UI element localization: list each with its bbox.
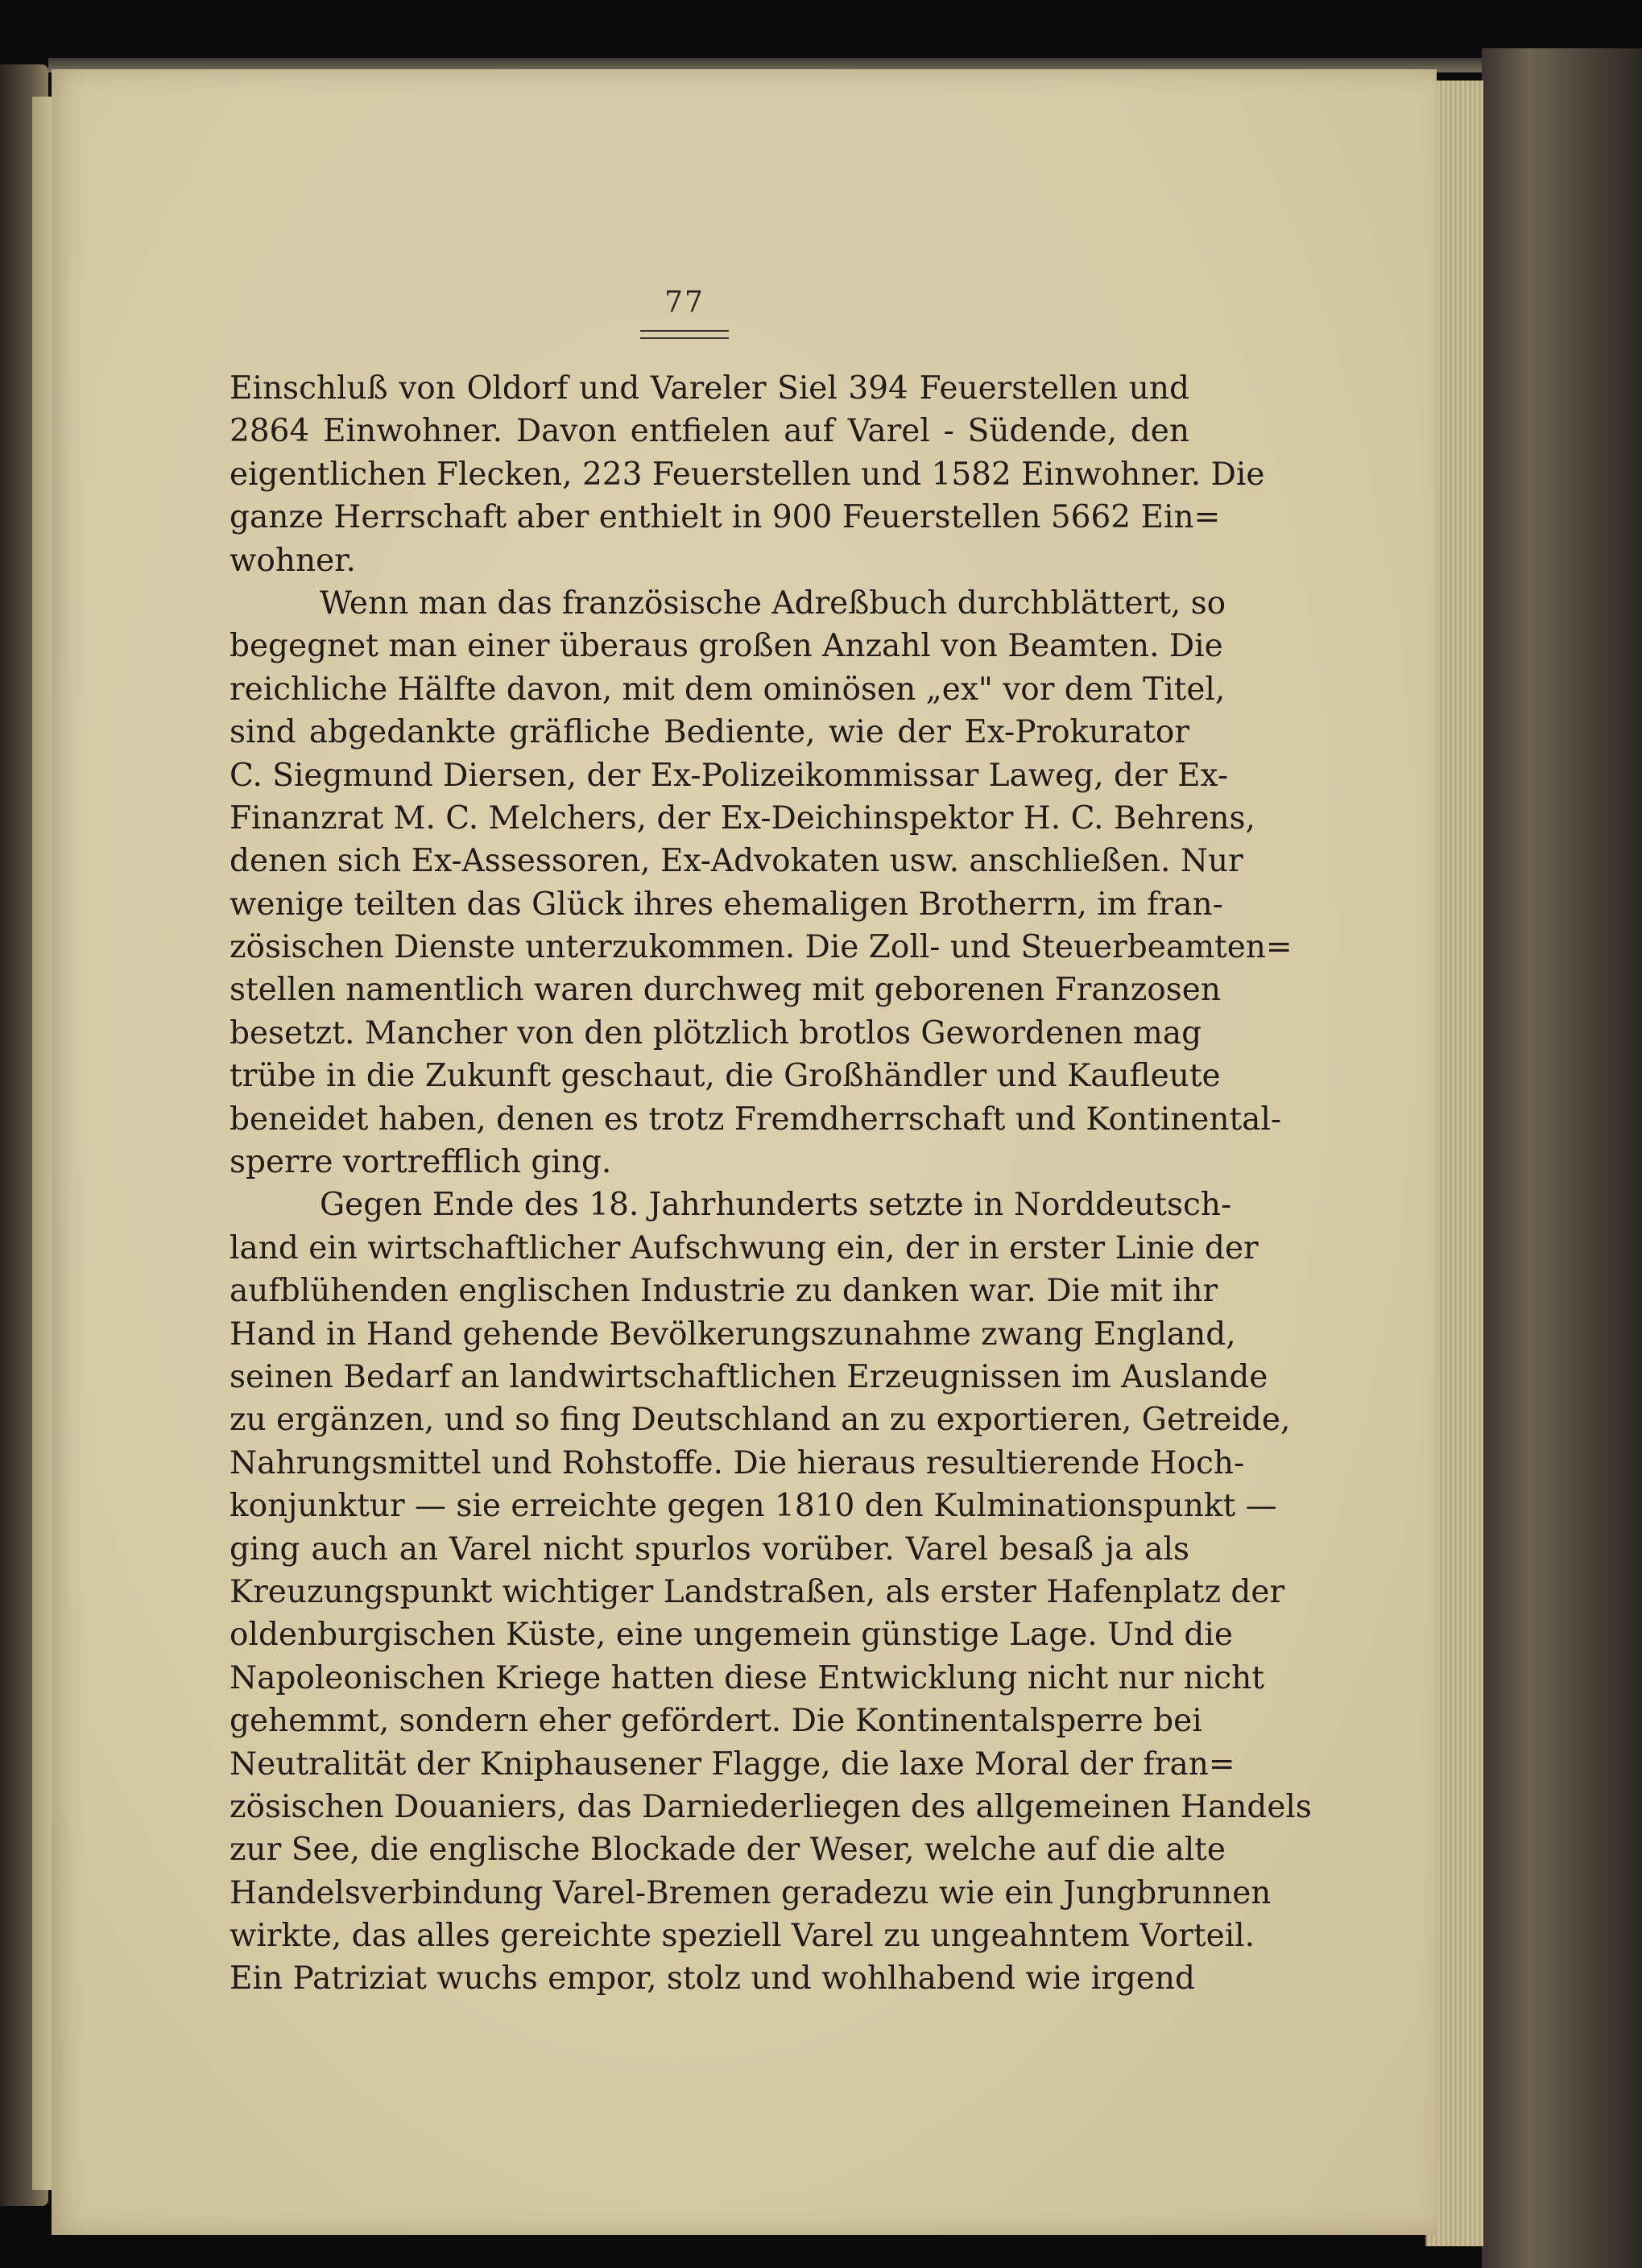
text-line: trübe in die Zukunft geschaut, die Großhändler und Kaufleute — [230, 1058, 1221, 1095]
text-line: oldenburgischen Küste, eine ungemein günstige Lage. Und die — [230, 1617, 1233, 1654]
text-line: Hand in Hand gehende Bevölkerungszunahme zwang England, — [230, 1316, 1236, 1353]
body-text — [230, 367, 1312, 2001]
text-line: stellen namentlich waren durchweg mit geborenen Franzosen — [230, 972, 1221, 1009]
text-line: Nahrungsmittel und Rohstoffe. Die hieraus resultierende Hoch- — [230, 1444, 1245, 1481]
text-line: Ein Patriziat wuchs empor, stolz und wohlhabend wie irgend — [230, 1960, 1195, 1997]
text-line: eigentlichen Flecken, 223 Feuerstellen und 1582 Einwohner. Die — [230, 456, 1265, 493]
text-line: wohner. — [230, 542, 356, 579]
text-line: zur See, die englische Blockade der Weser, welche auf die alte — [230, 1832, 1226, 1869]
text-line: Finanzrat M. C. Melchers, der Ex-Deichinspektor H. C. Behrens, — [230, 799, 1255, 837]
page-number: 77 — [664, 286, 705, 319]
text-line: konjunktur — sie erreichte gegen 1810 den Kulminationspunkt — — [230, 1488, 1277, 1525]
text-line: reichliche Hälfte davon, mit dem ominösen „ex" vor dem Titel, — [230, 671, 1226, 708]
text-line: land ein wirtschaftlicher Aufschwung ein, der in erster Linie der — [230, 1229, 1259, 1266]
text-line: Wenn man das französische Adreßbuch durchblättert, so — [320, 585, 1226, 622]
text-line: Napoleonischen Kriege hatten diese Entwicklung nicht nur nicht — [230, 1659, 1264, 1696]
text-line: Neutralität der Kniphausener Flagge, die laxe Moral der fran= — [230, 1745, 1235, 1783]
text-line: sind abgedankte gräfliche Bediente, wie der Ex-Prokurator — [230, 714, 1189, 751]
text-line: zu ergänzen, und so fing Deutschland an zu exportieren, Getreide, — [230, 1402, 1291, 1439]
text-line: sperre vortrefflich ging. — [230, 1144, 612, 1181]
text-line: zösischen Dienste unterzukommen. Die Zoll- und Steuerbeamten= — [230, 929, 1293, 966]
text-line: 2864 Einwohner. Davon entfielen auf Varel - Südende, den — [230, 413, 1189, 450]
page-number-rule — [640, 330, 729, 339]
text-line: seinen Bedarf an landwirtschaftlichen Erzeugnissen im Auslande — [230, 1358, 1268, 1395]
text-line: aufblühenden englischen Industrie zu danken war. Die mit ihr — [230, 1273, 1218, 1310]
text-line: Einschluß von Oldorf und Vareler Siel 394 Feuerstellen und — [230, 370, 1189, 407]
text-line: Handelsverbindung Varel-Bremen geradezu wie ein Jungbrunnen — [230, 1874, 1272, 1911]
book-cover-right — [1482, 48, 1642, 2268]
text-line: beneidet haben, denen es trotz Fremdherrschaft und Kontinental- — [230, 1101, 1282, 1138]
text-line: besetzt. Mancher von den plötzlich brotlos Gewordenen mag — [230, 1014, 1202, 1051]
text-line: C. Siegmund Diersen, der Ex-Polizeikommissar Laweg, der Ex- — [230, 757, 1229, 794]
text-line: zösischen Douaniers, das Darniederliegen des allgemeinen Handels — [230, 1788, 1312, 1825]
text-line: wirkte, das alles gereichte speziell Varel zu ungeahntem Vorteil. — [230, 1918, 1255, 1955]
text-line: Kreuzungspunkt wichtiger Landstraßen, als erster Hafenplatz der — [230, 1573, 1285, 1610]
text-line: ging auch an Varel nicht spurlos vorüber. Varel besaß ja als — [230, 1531, 1189, 1568]
text-line: ganze Herrschaft aber enthielt in 900 Feuerstellen 5662 Ein= — [230, 499, 1221, 536]
text-line: wenige teilten das Glück ihres ehemaligen Brotherrn, im fran- — [230, 886, 1223, 923]
text-line: gehemmt, sondern eher gefördert. Die Kontinentalsperre bei — [230, 1703, 1202, 1740]
text-line: Gegen Ende des 18. Jahrhunderts setzte in Norddeutsch- — [320, 1187, 1232, 1224]
text-line: denen sich Ex-Assessoren, Ex-Advokaten usw. anschließen. Nur — [230, 843, 1243, 880]
text-line: begegnet man einer überaus großen Anzahl von Beamten. Die — [230, 628, 1223, 665]
